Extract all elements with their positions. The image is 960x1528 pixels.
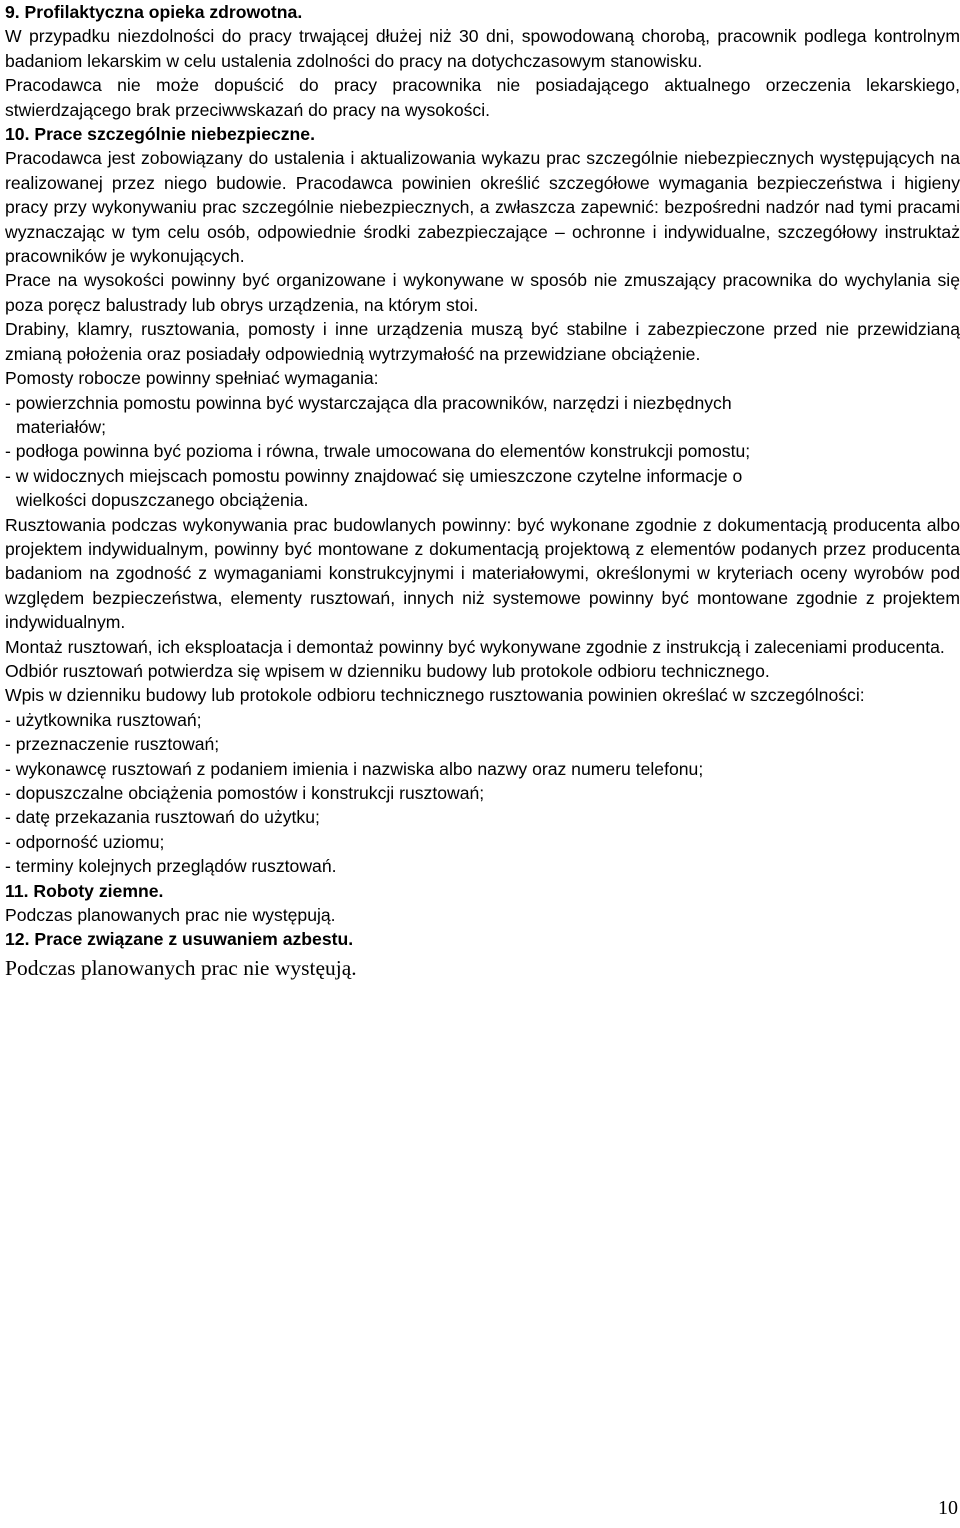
section-10-heading: 10. Prace szczególnie niebezpieczne. bbox=[5, 124, 315, 145]
section-11-heading: 11. Roboty ziemne. bbox=[5, 880, 164, 901]
section-10-paragraph-5: Rusztowania podczas wykonywania prac budowlanych powinny: być wykonane zgodnie z dokumentacją producenta albo projektem indywidualnym, powinny być montowane z dokumentacją projektową z elementów podanych przez producenta badaniom na zgodność z wymaganiami konstrukcyjnymi i materiałowymi, określonymi w kryteriach oceny wyrobów pod względem bezpieczeństwa, elementy rusztowań, innych niż systemowe powinny być montowane zgodnie z projektem indywidualnym. bbox=[5, 514, 960, 633]
section-10-paragraph-8: Wpis w dzienniku budowy lub protokole odbioru technicznego rusztowania powinien określać w szczególności: bbox=[5, 685, 865, 706]
section-10-paragraph-4: Pomosty robocze powinny spełniać wymagania: bbox=[5, 368, 379, 389]
section-10-paragraph-6: Montaż rusztowań, ich eksploatacja i demontaż powinny być wykonywane zgodnie z instrukcją i zaleceniami producenta. bbox=[5, 636, 945, 657]
section-9-paragraph-2: Pracodawca nie może dopuścić do pracy pracownika nie posiadającego aktualnego orzeczenia lekarskiego, stwierdzającego brak przeciwwskazań do pracy na wysokości. bbox=[5, 75, 960, 120]
list-item: - użytkownika rusztowań; bbox=[5, 709, 202, 730]
document-page bbox=[5, 0, 960, 982]
list-item: - odporność uziomu; bbox=[5, 831, 165, 852]
section-10-paragraph-1: Pracodawca jest zobowiązany do ustalenia i aktualizowania wykazu prac szczególnie niebezpiecznych występujących na realizowanej przez niego budowie. Pracodawca powinien określić szczegółowe wymagania bezpieczeństwa i higieny pracy przy wykonywaniu prac szczególnie niebezpiecznych, a zwłaszcza zapewnić: bezpośredni nadzór nad tymi pracami wyznaczając w tym celu osób, odpowiednie środki zabezpieczające – ochronne i indywidualne, szczegółowy instruktaż pracowników je wykonujących. bbox=[5, 148, 960, 267]
section-10-paragraph-2: Prace na wysokości powinny być organizowane i wykonywane w sposób nie zmuszający pracownika do wychylania się poza poręcz balustrady lub obrys urządzenia, na którym stoi. bbox=[5, 270, 960, 315]
list-item: - w widocznych miejscach pomostu powinny znajdować się umieszczone czytelne informacje o wielkości dopuszczanego obciążenia. bbox=[5, 465, 743, 511]
entry-items-list bbox=[5, 708, 960, 879]
section-12-heading: 12. Prace związane z usuwaniem azbestu. bbox=[5, 929, 354, 950]
page-number: 10 bbox=[938, 1497, 958, 1519]
list-item: - podłoga powinna być pozioma i równa, trwale umocowana do elementów konstrukcji pomostu; bbox=[5, 441, 751, 462]
section-10-paragraph-3: Drabiny, klamry, rusztowania, pomosty i inne urządzenia muszą być stabilne i zabezpieczone przed nie przewidzianą zmianą położenia oraz posiadały odpowiednią wytrzymałość na przewidziane obciążenie. bbox=[5, 319, 960, 364]
list-item: - datę przekazania rusztowań do użytku; bbox=[5, 807, 320, 828]
section-9-paragraph-1: W przypadku niezdolności do pracy trwającej dłużej niż 30 dni, spowodowaną chorobą, pracownik podlega kontrolnym badaniom lekarskim w celu ustalenia zdolności do pracy na dotychczasowym stanowisku. bbox=[5, 26, 960, 71]
platform-requirements-list bbox=[5, 391, 960, 513]
section-10-paragraph-7: Odbiór rusztowań potwierdza się wpisem w dzienniku budowy lub protokole odbioru technicznego. bbox=[5, 660, 770, 681]
list-item: - wykonawcę rusztowań z podaniem imienia i nazwiska albo nazwy oraz numeru telefonu; bbox=[5, 758, 704, 779]
section-12-paragraph: Podczas planowanych prac nie wystęują. bbox=[5, 955, 357, 980]
section-11-paragraph: Podczas planowanych prac nie występują. bbox=[5, 905, 336, 926]
section-9-heading: 9. Profilaktyczna opieka zdrowotna. bbox=[5, 2, 303, 22]
list-item: - przeznaczenie rusztowań; bbox=[5, 734, 220, 755]
list-item: - terminy kolejnych przeglądów rusztowań. bbox=[5, 856, 337, 877]
list-item: - powierzchnia pomostu powinna być wystarczająca dla pracowników, narzędzi i niezbędnych materiałów; bbox=[5, 392, 732, 437]
list-item: - dopuszczalne obciążenia pomostów i konstrukcji rusztowań; bbox=[5, 783, 485, 803]
